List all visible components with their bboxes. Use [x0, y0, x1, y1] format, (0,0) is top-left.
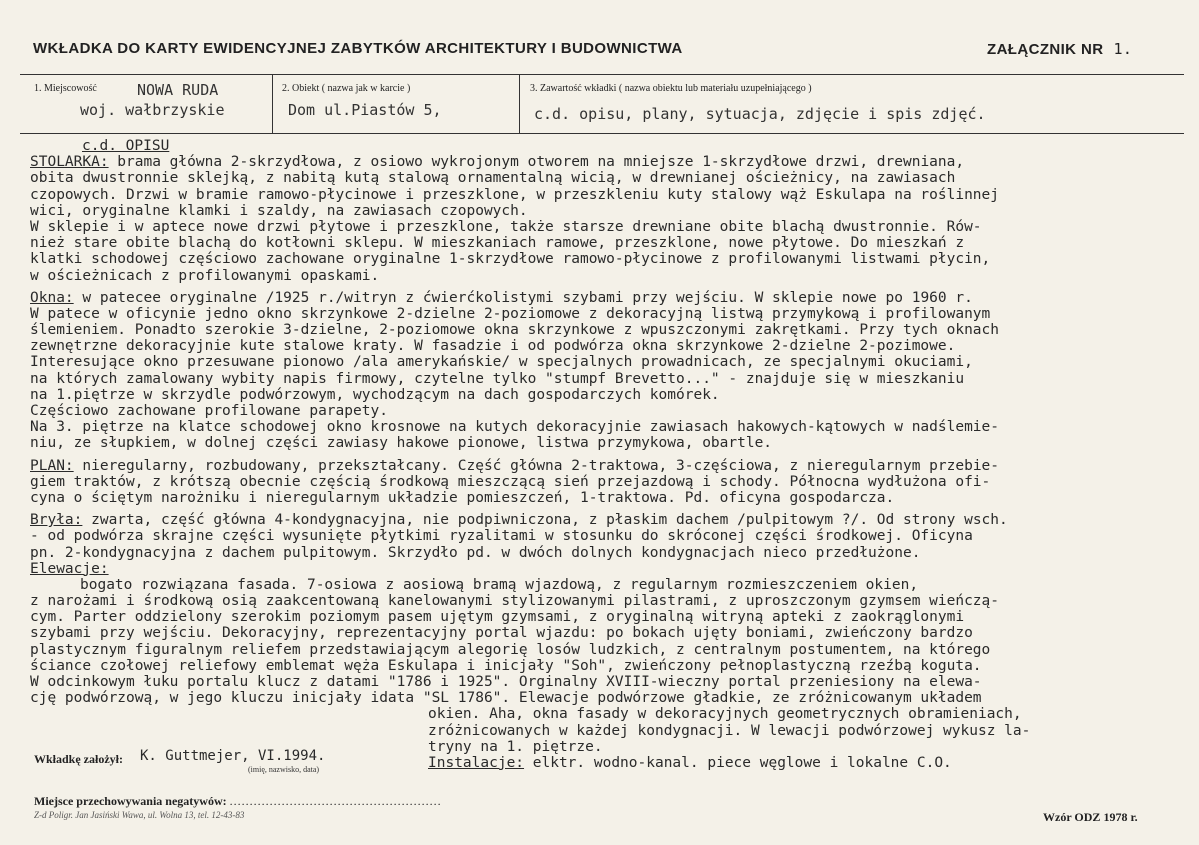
negatives-label	[34, 794, 442, 809]
okna-line: ślemieniem. Ponadto szerokie 3-dzielne, 2-poziomowe okna skrzynkowe z wpuszczonymi zakrętkami. Przy tych oknach	[30, 322, 1000, 339]
place-value: NOWA RUDA	[137, 81, 219, 99]
voivodeship-value: woj. wałbrzyskie	[80, 101, 225, 119]
content-label: 3. Zawartość wkładki ( nazwa obiektu lub materiału uzupełniającego )	[530, 83, 812, 94]
field-divider	[519, 75, 520, 133]
annex-value: 1.	[1113, 40, 1133, 58]
okna-line: Częściowo zachowane profilowane parapety.	[30, 403, 388, 419]
elewacje-title-line	[30, 561, 1190, 577]
instalacje-title: Instalacje:	[428, 754, 525, 771]
description-body	[30, 138, 1190, 771]
elewacje-line: cję podwórzową, w jego kluczu inicjały idata "SL 1786". Elewacje podwórzowe gładkie, ze zróżnicowanym układem	[30, 690, 982, 707]
fields-box	[20, 74, 1184, 134]
stolarka-first-text: brama główna 2-skrzydłowa, z osiowo wykrojonym otworem na mniejsze 1-skrzydłowe drzwi, drewniana,	[108, 154, 965, 171]
section-heading: c.d. OPISU	[82, 138, 170, 154]
elewacje-tail-line: okien. Aha, okna fasady w dekoracyjnych geometrycznych obramieniach,	[428, 706, 1022, 723]
okna-line: Na 3. piętrze na klatce schodowej okno krosnowe na kutych dekoracyjnie zawiasach hakowych-kątowych w nadślemie-	[30, 419, 1000, 436]
stolarka-first-line	[30, 154, 1190, 170]
author-label: Wkładkę założył:	[34, 752, 123, 766]
bryla-line: - od podwórza skrajne części wysunięte płytkimi ryzalitami w stosunku do skróconej części środkowej. Oficyna	[30, 528, 973, 545]
bryla-line: pn. 2-kondygnacyjna z dachem pulpitowym. Skrzydło pd. w dwóch dolnych kondygnacjach nieco przedłużone.	[30, 544, 921, 561]
instalacje-text: elktr. wodno-kanal. piece węglowe i lokalne C.O.	[524, 754, 952, 771]
stolarka-line: czopowych. Drzwi w bramie ramowo-płycinowe i przeszklone, w przeszkleniu kuty stalowy wąż Eskulapa na roślinnej	[30, 186, 1000, 203]
elewacje-tail-line: tryny na 1. piętrze.	[428, 738, 603, 755]
form-template-label: Wzór ODZ 1978 r.	[1043, 810, 1138, 824]
stolarka-line: W sklepie i w aptece nowe drzwi płytowe i przeszklone, także starsze drewniane obite blachą dwustronnie. Rów-	[30, 218, 982, 235]
object-value: Dom ul.Piastów 5,	[288, 101, 442, 119]
author-caption: (imię, nazwisko, data)	[248, 765, 320, 774]
negatives-dotted-line: .....................................................	[229, 794, 442, 808]
bryla-first-line	[30, 512, 1190, 528]
elewacje-line: W odcinkowym łuku portalu klucz z datami "1786 i 1925". Orginalny XVIII-wieczny portal przeniesiony na elewa-	[30, 674, 982, 690]
annex-label: ZAŁĄCZNIK NR	[987, 41, 1104, 58]
stolarka-title: STOLARKA:	[30, 154, 109, 171]
elewacje-line: plastycznym figuralnym reliefem przedstawiającym alegorię losów ludzkich, z centralnym postumentem, na którego	[30, 641, 991, 658]
plan-title: PLAN:	[30, 457, 74, 474]
okna-line: niu, ze słupkiem, w dolnej części zawiasy hakowe pionowe, listwa przymykowa, obartle.	[30, 435, 773, 452]
content-value: c.d. opisu, plany, sytuacja, zdjęcie i spis zdjęć.	[534, 105, 986, 123]
okna-line: na 1.piętrze w skrzydle podwórzowym, wychodzącym na dach gospodarczych komórek.	[30, 386, 720, 403]
elewacje-line: szybami przy wejściu. Dekoracyjny, reprezentacyjny portal wjazdu: po bokach ujęty boniami, zwieńczony bardzo	[30, 625, 973, 642]
bryla-first-text: zwarta, część główna 4-kondygnacyjna, nie podpiwniczona, z płaskim dachem /pulpitowym ?/. Od strony wsch.	[82, 512, 1008, 529]
stolarka-line: w ościeżnicach z profilowanymi opaskami.	[30, 267, 380, 284]
printer-imprint: Z-d Poligr. Jan Jasiński Wawa, ul. Wolna 13, tel. 12-43-83	[34, 810, 245, 820]
okna-line: W patece w oficynie jedno okno skrzynkowe 2-dzielne 2-poziomowe z dekoracyjną listwą przymykową i profilowanym	[30, 305, 991, 322]
elewacje-tail-line: zróżnicowanych w każdej kondygnacji. W lewacji podwórzowej wykusz la-	[428, 722, 1031, 739]
elewacje-line: z narożami i środkową osią zaakcentowaną kanelowanymi stylizowanymi pilastrami, z uproszczonym gzymsem wieńczą-	[30, 593, 1000, 610]
negatives-label-text: Miejsce przechowywania negatywów:	[34, 794, 227, 808]
stolarka-line: wici, oryginalne klamki i szaldy, na zawiasach czopowych.	[30, 202, 528, 219]
author-value: K. Guttmejer, VI.1994.	[140, 748, 326, 764]
elewacje-line: ściance czołowej reliefowy emblemat węża Eskulapa i inicjały "Soh", zwieńczony pełnoplastyczną rzeźbą koguta.	[30, 657, 982, 674]
plan-first-line	[30, 458, 1190, 474]
okna-title: Okna:	[30, 289, 74, 306]
okna-line: zewnętrzne dekoracyjnie kute stalowe kraty. W fasadzie i od podwórza okna skrzynkowe 2-dzielne 2-pozimowe.	[30, 338, 956, 355]
okna-line: Interesujące okno przesuwane pionowo /ala amerykańskie/ w specjalnych prowadnicach, ze specjalnymi okuciami,	[30, 354, 973, 371]
plan-first-text: nieregularny, rozbudowany, przekształcany. Część główna 2-traktowa, 3-częściowa, z nieregularnym przebie-	[73, 457, 1000, 474]
elewacje-first-text: bogato rozwiązana fasada. 7-osiowa z aosiową bramą wjazdową, z regularnym rozmieszczeniem okien,	[80, 576, 919, 593]
place-label: 1. Miejscowość	[34, 83, 97, 94]
bryla-title: Bryła:	[30, 512, 83, 529]
plan-line: cyna o ściętym narożniku i nieregularnym układzie pomieszczeń, 1-traktowa. Pd. oficyna gospodarcza.	[30, 489, 895, 506]
stolarka-line: klatki schodowej częściowo zachowane oryginalne 1-skrzydłowe ramowo-płycinowe z profilowanymi listwami płycin,	[30, 251, 991, 268]
elewacje-line: cym. Parter oddzielony szerokim poziomym pasem ujętym gzymsami, z oryginalną witryną apteki z zaokrąglonymi	[30, 609, 965, 626]
document-title: WKŁADKA DO KARTY EWIDENCYJNEJ ZABYTKÓW ARCHITEKTURY I BUDOWNICTWA	[33, 40, 683, 57]
plan-line: giem traktów, z krótszą obecnie częścią środkową mieszczącą sień przejazdową i schody. Północna wydłużona ofi-	[30, 473, 991, 490]
object-label: 2. Obiekt ( nazwa jak w karcie )	[282, 83, 411, 94]
field-divider	[272, 75, 273, 133]
okna-first-line	[30, 290, 1190, 306]
stolarka-line: nież stare obite blachą do kotłowni sklepu. W mieszkaniach ramowe, przeszklone, nowe płytowe. Do mieszkań z	[30, 235, 965, 252]
elewacje-title: Elewacje:	[30, 560, 109, 577]
okna-first-text: w patecee oryginalne /1925 r./witryn z ćwierćkolistymi szybami przy wejściu. W sklepie nowe po 1960 r.	[73, 289, 973, 306]
stolarka-line: obita dwustronnie sklejką, z nabitą kutą stalową ornamentalną wicią, w drewnianej ościeżnicy, na zawiasach	[30, 170, 956, 187]
annex-number	[987, 40, 1132, 58]
okna-line: na których zamalowany wybity napis firmowy, czytelne tylko "stumpf Brevetto..." - znajduje się w mieszkaniu	[30, 370, 965, 387]
